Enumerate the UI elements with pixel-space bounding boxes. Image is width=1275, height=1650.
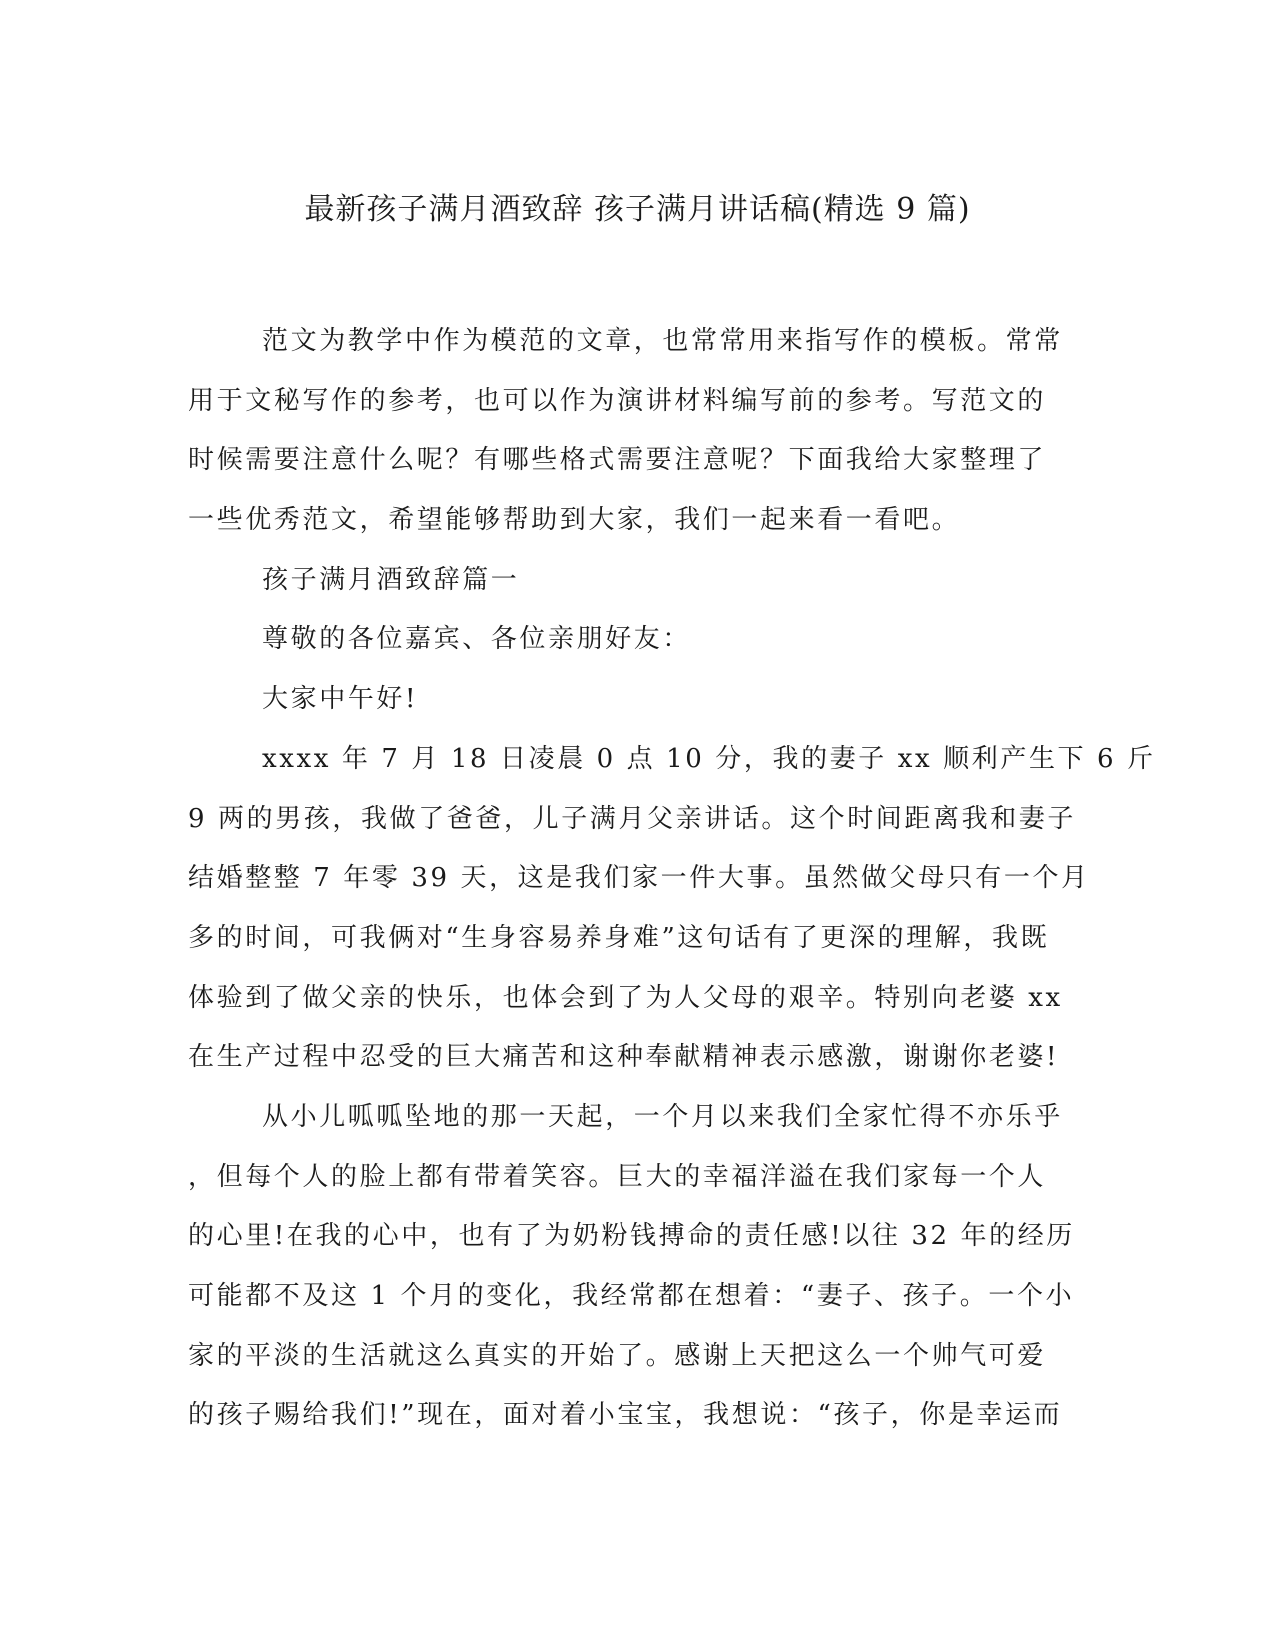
- paragraph-line: 范文为教学中作为模范的文章，也常常用来指写作的模板。常常: [262, 326, 1063, 356]
- paragraph-line: 时候需要注意什么呢？有哪些格式需要注意呢？下面我给大家整理了: [188, 445, 1047, 476]
- paragraph-line: 体验到了做父亲的快乐，也体会到了为人父母的艰辛。特别向老婆 xx: [188, 982, 1063, 1013]
- paragraph-line: 可能都不及这 1 个月的变化，我经常都在想着：“妻子、孩子。一个小: [188, 1281, 1075, 1311]
- paragraph-line: 一些优秀范文，希望能够帮助到大家，我们一起来看一看吧。: [188, 505, 961, 536]
- paragraph-line: 的心里!在我的心中，也有了为奶粉钱搏命的责任感!以往 32 年的经历: [188, 1221, 1075, 1252]
- document-body: [188, 312, 1156, 1446]
- paragraph-line: 多的时间，可我俩对“生身容易养身难”这句话有了更深的理解，我既: [188, 922, 1050, 953]
- paragraph-line: xxxx 年 7 月 18 日凌晨 0 点 10 分，我的妻子 xx 顺利产生下 6 斤: [262, 743, 1156, 774]
- salutation: 尊敬的各位嘉宾、各位亲朋好友：: [262, 624, 692, 655]
- paragraph-line: 从小儿呱呱坠地的那一天起，一个月以来我们全家忙得不亦乐乎: [262, 1101, 1063, 1132]
- paragraph-line: 结婚整整 7 年零 39 天，这是我们家一件大事。虽然做父母只有一个月: [188, 863, 1090, 894]
- paragraph-line: 在生产过程中忍受的巨大痛苦和这种奉献精神表示感激，谢谢你老婆!: [188, 1042, 1060, 1073]
- greeting: 大家中午好!: [262, 684, 419, 715]
- section-heading: 孩子满月酒致辞篇一: [262, 564, 520, 595]
- paragraph-line: 9 两的男孩，我做了爸爸，儿子满月父亲讲话。这个时间距离我和妻子: [188, 803, 1077, 834]
- document-title: 最新孩子满月酒致辞 孩子满月讲话稿(精选 9 篇): [304, 192, 971, 227]
- paragraph-line: 家的平淡的生活就这么真实的开始了。感谢上天把这么一个帅气可爱: [188, 1340, 1047, 1371]
- paragraph-line: 的孩子赐给我们!”现在，面对着小宝宝，我想说：“孩子，你是幸运而: [188, 1400, 1063, 1431]
- paragraph-line: ，但每个人的脸上都有带着笑容。巨大的幸福洋溢在我们家每一个人: [188, 1161, 1047, 1192]
- paragraph-line: 用于文秘写作的参考，也可以作为演讲材料编写前的参考。写范文的: [188, 385, 1047, 416]
